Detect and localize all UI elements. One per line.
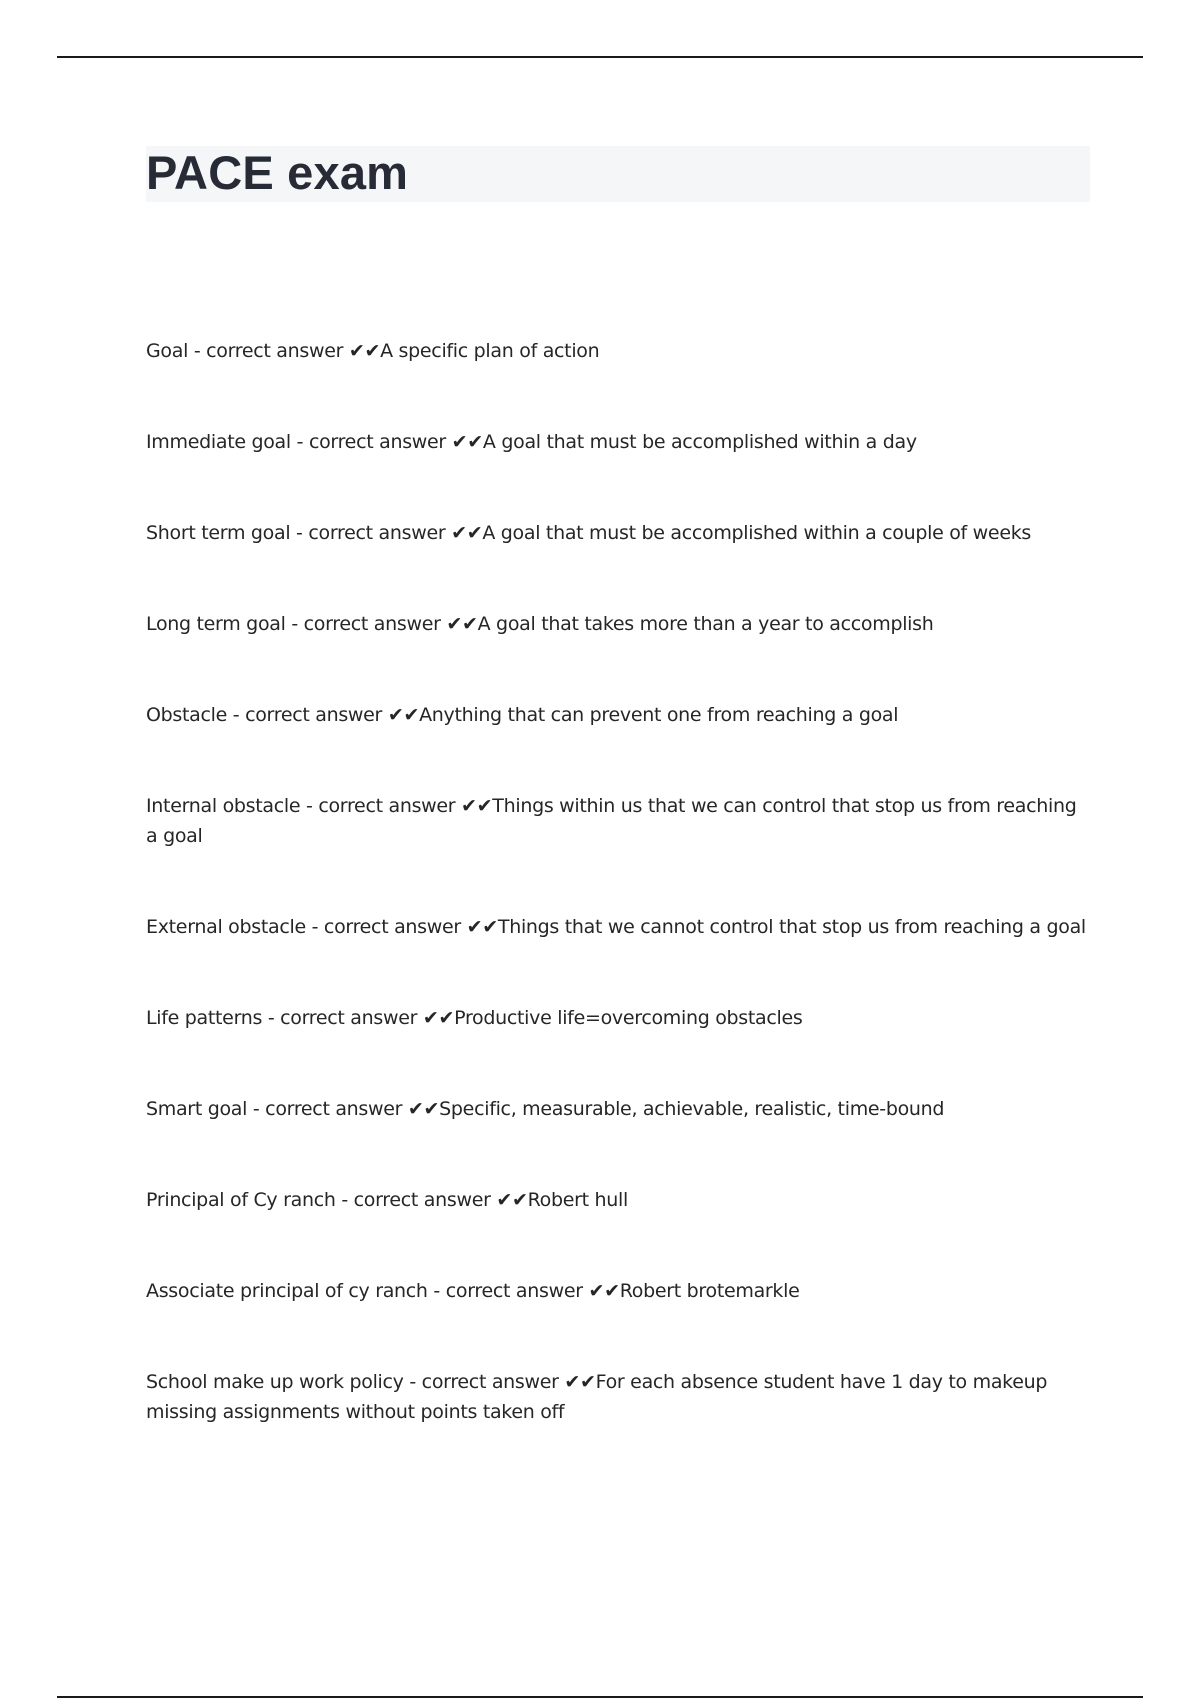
qa-label: correct answer <box>421 1371 559 1393</box>
qa-item <box>146 518 1090 548</box>
checkmark-icon: ✔✔ <box>582 1280 620 1302</box>
checkmark-icon: ✔✔ <box>440 613 478 635</box>
document-title: PACE exam <box>146 146 409 199</box>
qa-term: Goal <box>146 340 189 362</box>
qa-label: correct answer <box>318 795 456 817</box>
qa-term: Obstacle <box>146 704 228 726</box>
qa-label: correct answer <box>206 340 344 362</box>
checkmark-icon: ✔✔ <box>343 340 381 362</box>
qa-answer: A goal that takes more than a year to accomplish <box>477 613 934 635</box>
qa-separator: - <box>403 1371 422 1393</box>
qa-separator: - <box>285 613 304 635</box>
qa-label: correct answer <box>245 704 383 726</box>
qa-answer: Robert hull <box>527 1189 628 1211</box>
qa-label: correct answer <box>280 1007 418 1029</box>
qa-label: correct answer <box>323 916 461 938</box>
qa-item <box>146 1367 1090 1427</box>
qa-item <box>146 1094 1090 1124</box>
checkmark-icon: ✔✔ <box>460 916 498 938</box>
qa-separator: - <box>188 340 207 362</box>
checkmark-icon: ✔✔ <box>445 431 483 453</box>
qa-answer: A goal that must be accomplished within a couple of weeks <box>482 522 1032 544</box>
qa-list <box>146 336 1090 1488</box>
qa-item <box>146 1003 1090 1033</box>
qa-separator: - <box>335 1189 354 1211</box>
qa-item <box>146 609 1090 639</box>
checkmark-icon: ✔✔ <box>490 1189 528 1211</box>
qa-label: correct answer <box>303 613 441 635</box>
qa-term: Smart goal <box>146 1098 248 1120</box>
qa-item <box>146 912 1090 942</box>
qa-separator: - <box>262 1007 281 1029</box>
qa-answer: Specific, measurable, achievable, realistic, time-bound <box>439 1098 945 1120</box>
qa-separator: - <box>227 704 246 726</box>
qa-separator: - <box>290 431 309 453</box>
qa-term: Principal of Cy ranch <box>146 1189 336 1211</box>
qa-separator: - <box>247 1098 266 1120</box>
qa-separator: - <box>300 795 319 817</box>
page-top-rule <box>57 56 1143 58</box>
qa-term: Immediate goal <box>146 431 291 453</box>
qa-term: External obstacle <box>146 916 306 938</box>
qa-label: correct answer <box>353 1189 491 1211</box>
qa-answer: Things that we cannot control that stop us from reaching a goal <box>497 916 1086 938</box>
qa-term: Associate principal of cy ranch <box>146 1280 428 1302</box>
qa-label: correct answer <box>265 1098 403 1120</box>
qa-term: Internal obstacle <box>146 795 301 817</box>
qa-item <box>146 700 1090 730</box>
qa-answer: Productive life=overcoming obstacles <box>454 1007 803 1029</box>
qa-answer: Anything that can prevent one from reaching a goal <box>419 704 899 726</box>
qa-answer: Robert brotemarkle <box>619 1280 800 1302</box>
qa-item <box>146 336 1090 366</box>
qa-term: Short term goal <box>146 522 291 544</box>
checkmark-icon: ✔✔ <box>417 1007 455 1029</box>
qa-term: Long term goal <box>146 613 286 635</box>
qa-answer: A specific plan of action <box>380 340 600 362</box>
qa-item <box>146 427 1090 457</box>
checkmark-icon: ✔✔ <box>558 1371 596 1393</box>
qa-separator: - <box>427 1280 446 1302</box>
qa-label: correct answer <box>445 1280 583 1302</box>
qa-item <box>146 1276 1090 1306</box>
qa-answer: For each absence student have 1 day to makeup missing assignments without points taken off <box>146 1371 1048 1423</box>
checkmark-icon: ✔✔ <box>402 1098 440 1120</box>
qa-item <box>146 791 1090 851</box>
checkmark-icon: ✔✔ <box>455 795 493 817</box>
qa-answer: Things within us that we can control that stop us from reaching a goal <box>146 795 1077 847</box>
checkmark-icon: ✔✔ <box>445 522 483 544</box>
qa-separator: - <box>305 916 324 938</box>
page-bottom-rule <box>57 1696 1143 1698</box>
checkmark-icon: ✔✔ <box>382 704 420 726</box>
qa-term: Life patterns <box>146 1007 263 1029</box>
qa-item <box>146 1185 1090 1215</box>
qa-label: correct answer <box>308 431 446 453</box>
qa-answer: A goal that must be accomplished within a day <box>482 431 917 453</box>
qa-term: School make up work policy <box>146 1371 404 1393</box>
qa-label: correct answer <box>308 522 446 544</box>
qa-separator: - <box>290 522 309 544</box>
